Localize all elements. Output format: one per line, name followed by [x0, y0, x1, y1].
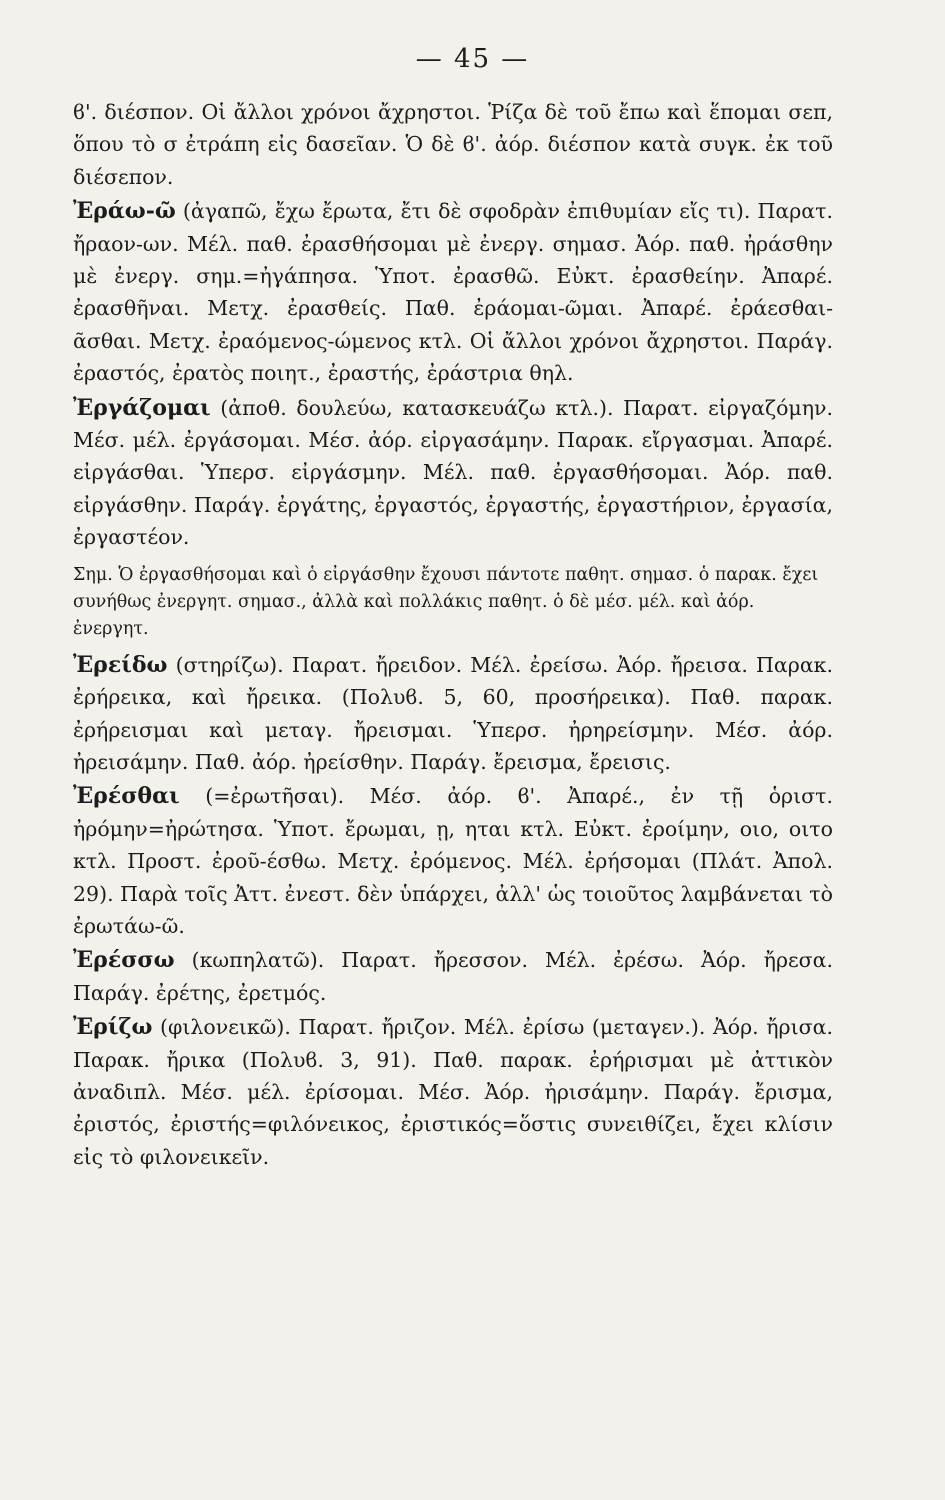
entry-text-ergazomai: (ἀποθ. δουλεύω, κατασκευάζω κτλ.). Παρατ. εἰργαζόμην. Μέσ. μέλ. ἐργάσομαι. Μέσ. ἀόρ. εἰργασάμην. Παρακ. εἴργασμαι. Ἀπαρέ. εἰργάσθαι. Ὑπερσ. εἰργάσμην. Μέλ. παθ. ἐργασθήσομαι. Ἀόρ. παθ. εἰργάσθην. Παράγ. ἐργάτης, ἐργαστός, ἐργαστής, ἐργαστήριον, ἐργασία, ἐργαστέον. [73, 395, 833, 550]
intro-text: ϐ'. διέσπον. Οἱ ἄλλοι χρόνοι ἄχρηστοι. Ῥίζα δὲ τοῦ ἔπω καὶ ἕπομαι σεπ, ὅπου τὸ σ ἐτράπη εἰς δασεῖαν. Ὁ δὲ ϐ'. ἀόρ. διέσπον κατὰ συγκ. ἐκ τοῦ διέσεπον. [73, 100, 833, 189]
entry-text-erao: (ἀγαπῶ, ἔχω ἔρωτα, ἔτι δὲ σφοδρὰν ἐπιθυμίαν εἴς τι). Παρατ. ἤραον-ων. Μέλ. παθ. ἐρασθήσομαι μὲ ἐνεργ. σημασ. Ἀόρ. παθ. ἠράσθην μὲ ἐνεργ. σημ.=ἠγάπησα. Ὑποτ. ἐρασθῶ. Εὐκτ. ἐρασθείην. Ἀπαρέ. ἐρασθῆναι. Μετχ. ἐρασθείς. Παθ. ἐράομαι-ῶμαι. Ἀπαρέ. ἐράεσθαι-ᾶσθαι. Μετχ. ἐραόμενος-ώμενος κτλ. Οἱ ἄλλοι χρόνοι ἄχρηστοι. Παράγ. ἐραστός, ἐρατὸς ποιητ., ἐραστής, ἐράστρια θηλ. [73, 199, 833, 386]
entry-ergazomai [73, 392, 833, 554]
text-body [73, 96, 833, 1173]
entry-text-eresso: (κωπηλατῶ). Παρατ. ἤρεσσον. Μέλ. ἐρέσω. Ἀόρ. ἤρεσα. Παράγ. ἐρέτης, ἐρετμός. [73, 948, 833, 1005]
page-number: — 45 — [415, 44, 530, 74]
intro-paragraph [73, 96, 833, 193]
headword-erizo: Ἐρίζω [73, 1014, 153, 1041]
headword-eresthai: Ἐρέσθαι [73, 783, 180, 810]
entry-erao [73, 195, 833, 389]
entry-text-erizo: (φιλονεικῶ). Παρατ. ἤριζον. Μέλ. ἐρίσω (μεταγεν.). Ἀόρ. ἤρισα. Παρακ. ἤρικα (Πολυϐ. 3, 91). Παθ. παρακ. ἐρήρισμαι μὲ ἀττικὸν ἀναδιπλ. Μέσ. μέλ. ἐρίσομαι. Μέσ. Ἀόρ. ἠρισάμην. Παράγ. ἔρισμα, ἐριστός, ἐριστής=φιλόνεικος, ἐριστικός=ὅστις συνειθίζει, ἔχει κλίσιν εἰς τὸ φιλονεικεῖν. [73, 1015, 833, 1169]
entry-eresso [73, 944, 833, 1009]
headword-eresso: Ἐρέσσω [73, 947, 175, 974]
note-text: Σημ. Ὁ ἐργασθήσομαι καὶ ὁ εἰργάσθην ἔχουσι πάντοτε παθητ. σημασ. ὁ παρακ. ἔχει συνήθως ἐνεργητ. σημασ., ἀλλὰ καὶ πολλάκις παθητ. ὁ δὲ μέσ. μέλ. καὶ ἀόρ. ἐνεργητ. [73, 564, 819, 639]
entry-erizo [73, 1011, 833, 1173]
headword-ereido: Ἐρείδω [73, 651, 168, 678]
entry-text-ereido: (στηρίζω). Παρατ. ἤρειδον. Μέλ. ἐρείσω. Ἀόρ. ἤρεισα. Παρακ. ἐρήρεικα, καὶ ἤρεικα. (Πολυϐ. 5, 60, προσήρεικα). Παθ. παρακ. ἐρήρεισμαι καὶ μεταγ. ἤρεισμαι. Ὑπερσ. ἠρηρείσμην. Μέσ. ἀόρ. ἠρεισάμην. Παθ. ἀόρ. ἠρείσθην. Παράγ. ἔρεισμα, ἔρεισις. [73, 652, 833, 774]
entry-text-eresthai: (=ἐρωτῆσαι). Μέσ. ἀόρ. ϐ'. Ἀπαρέ., ἐν τῇ ὁριστ. ἠρόμην=ἠρώτησα. Ὑποτ. ἔρωμαι, ῃ, ηται κτλ. Εὐκτ. ἐροίμην, οιο, οιτο κτλ. Προστ. ἐροῦ-έσθω. Μετχ. ἐρόμενος. Μέλ. ἐρήσομαι (Πλάτ. Ἀπολ. 29). Παρὰ τοῖς Ἀττ. ἐνεστ. δὲν ὑπάρχει, ἀλλ' ὡς τοιοῦτος λαμβάνεται τὸ ἐρωτάω-ῶ. [73, 784, 833, 938]
note-paragraph [73, 562, 833, 643]
entry-eresthai [73, 780, 833, 942]
entry-ereido [73, 649, 833, 779]
headword-ergazomai: Ἐργάζομαι [73, 394, 211, 421]
headword-erao: Ἐράω-ῶ [73, 198, 176, 225]
